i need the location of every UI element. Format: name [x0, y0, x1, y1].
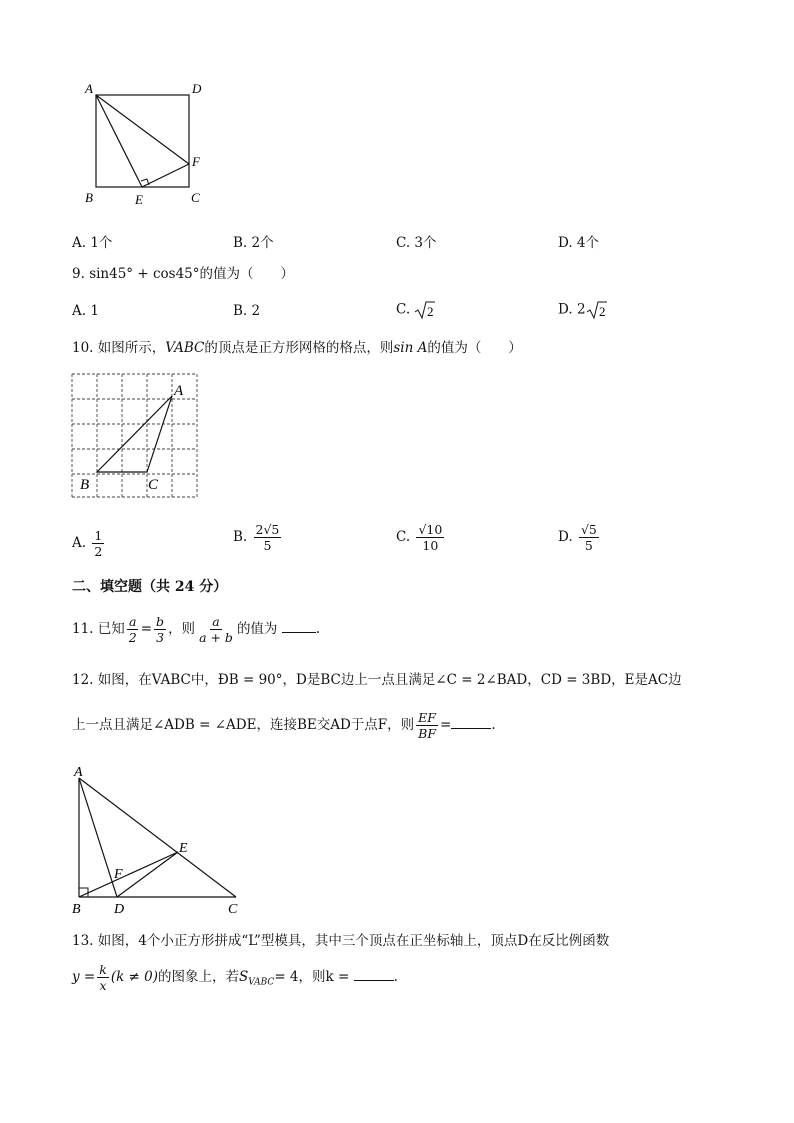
denominator: 5	[584, 538, 593, 553]
q11-mid: ，则	[168, 621, 196, 637]
q13-condition: (k ≠ 0)	[110, 969, 159, 985]
period: .	[315, 621, 321, 637]
label-e: E	[179, 841, 188, 856]
period: .	[491, 717, 496, 733]
q9-stem	[72, 265, 294, 283]
q13-area-value: = 4，则k =	[274, 969, 350, 985]
q10-grid-figure	[70, 372, 202, 500]
label-f: F	[192, 154, 200, 169]
numerator: √5	[580, 522, 597, 537]
q9-option-c-label: C.	[396, 301, 411, 318]
q8-option-a: A. 1个	[72, 235, 113, 251]
denominator: x	[99, 978, 107, 993]
q13-text-mid: 的图象上，若	[158, 969, 240, 985]
segment-be	[79, 852, 178, 897]
numerator: √10	[418, 522, 443, 537]
q13-area-symbol: S	[239, 969, 249, 985]
q13-line2	[72, 962, 398, 993]
label-a: A	[74, 765, 83, 780]
denominator: 2	[128, 630, 137, 645]
fraction	[197, 614, 235, 645]
fraction	[254, 522, 282, 553]
sqrt-symbol	[414, 300, 436, 320]
q12-line2	[72, 710, 496, 741]
q8-option-b: B. 2个	[233, 235, 274, 251]
q9-option-b: B. 2	[233, 303, 261, 319]
q11-number: 11.	[72, 621, 94, 637]
q10-text-end: 的值为（ ）	[427, 340, 522, 356]
svg-text:2: 2	[427, 304, 434, 319]
label-b: B	[85, 190, 93, 205]
q12-text-line1: 如图，在VABC中，ÐB = 90°，D是BC边上一点且满足∠C = 2∠BAD，CD = 3BD，E是AC边	[97, 672, 682, 688]
segment-af	[96, 95, 189, 164]
q10-option-b-label: B.	[233, 529, 248, 545]
q10-triangle: VABC	[165, 340, 205, 356]
answer-blank[interactable]	[282, 620, 316, 633]
q8-figure	[80, 80, 210, 210]
denominator: 10	[422, 538, 439, 553]
fraction	[416, 710, 438, 741]
q9-suffix: 的值为（ ）	[199, 266, 294, 282]
q10-text-pre: 如图所示，	[97, 340, 166, 356]
label-c: C	[228, 902, 238, 917]
q10-option-d	[558, 522, 601, 553]
label-b: B	[72, 902, 81, 917]
segment-ae	[96, 95, 142, 187]
answer-blank[interactable]	[451, 716, 491, 729]
q10-option-a	[72, 528, 106, 559]
q8-option-c: C. 3个	[396, 235, 437, 251]
label-c: C	[191, 190, 200, 205]
label-d: D	[114, 902, 125, 917]
q10-sin-a: sin A	[393, 340, 428, 356]
q12-text-line2: 上一点且满足∠ADB = ∠ADE，连接BE交AD于点F，则	[72, 717, 415, 733]
q9-option-d-label: D.	[558, 301, 573, 318]
period: .	[393, 969, 398, 985]
numerator: a	[212, 614, 220, 629]
numerator: EF	[418, 710, 436, 725]
equals: =	[440, 717, 452, 733]
q13-line1	[72, 932, 609, 950]
q9-option-d-coef: 2	[576, 301, 586, 318]
q8-option-d: D. 4个	[558, 235, 600, 251]
square-abcd	[96, 95, 189, 187]
numerator: 1	[94, 528, 103, 543]
q9-option-a: A. 1	[72, 303, 99, 319]
equals: =	[140, 621, 153, 637]
svg-text:2: 2	[598, 304, 606, 319]
fraction	[97, 962, 109, 993]
q11-pre: 已知	[97, 621, 125, 637]
segment-de	[117, 852, 178, 897]
segment-ad	[79, 778, 117, 897]
label-a: A	[85, 81, 93, 96]
q10-option-c-label: C.	[396, 529, 411, 545]
right-angle-mark	[79, 888, 88, 897]
q10-stem	[72, 339, 522, 357]
section-heading: 二、填空题（共 24 分）	[72, 579, 228, 595]
sqrt-symbol	[586, 300, 608, 320]
label-b: B	[80, 477, 90, 493]
q12-line1	[72, 671, 682, 689]
q10-option-d-label: D.	[558, 529, 573, 545]
q13-area-subscript: VABC	[248, 977, 275, 988]
q10-option-b	[233, 522, 283, 553]
q10-option-a-label: A.	[72, 535, 87, 551]
denominator: a + b	[199, 630, 233, 645]
fraction	[154, 614, 166, 645]
triangle-abc	[97, 396, 172, 472]
q9-option-c	[396, 300, 436, 320]
q13-number: 13.	[72, 933, 94, 949]
q10-option-c	[396, 522, 446, 553]
q10-text-mid: 的顶点是正方形网格的格点，则	[204, 340, 394, 356]
label-e: E	[135, 192, 143, 207]
denominator: 2	[94, 544, 103, 559]
denominator: 3	[156, 630, 165, 645]
q13-function: y =	[72, 969, 96, 985]
label-d: D	[192, 81, 202, 96]
q10-number: 10.	[72, 340, 94, 356]
label-a: A	[174, 383, 184, 399]
numerator: b	[156, 614, 165, 629]
q12-number: 12.	[72, 672, 94, 688]
numerator: 2√5	[255, 522, 280, 537]
q9-expression: sin45° + cos45°	[89, 266, 200, 282]
fraction	[127, 614, 139, 645]
numerator: a	[129, 614, 137, 629]
q9-number: 9.	[72, 266, 85, 282]
answer-blank[interactable]	[354, 968, 394, 981]
label-c: C	[148, 477, 159, 493]
q13-text-line1: 如图，4个小正方形拼成“L”型模具，其中三个顶点在正坐标轴上，顶点D在反比例函数	[97, 933, 610, 949]
label-f: F	[114, 867, 123, 882]
denominator: BF	[418, 726, 437, 741]
fraction	[579, 522, 599, 553]
q11-end: 的值为	[236, 621, 278, 637]
numerator: k	[99, 962, 107, 977]
segment-ef	[142, 164, 189, 187]
fraction	[92, 528, 104, 559]
q11-stem	[72, 614, 320, 645]
q9-option-d	[558, 300, 608, 320]
segment-ac	[79, 778, 236, 897]
denominator: 5	[263, 538, 272, 553]
fraction	[416, 522, 444, 553]
q12-figure	[66, 760, 252, 920]
